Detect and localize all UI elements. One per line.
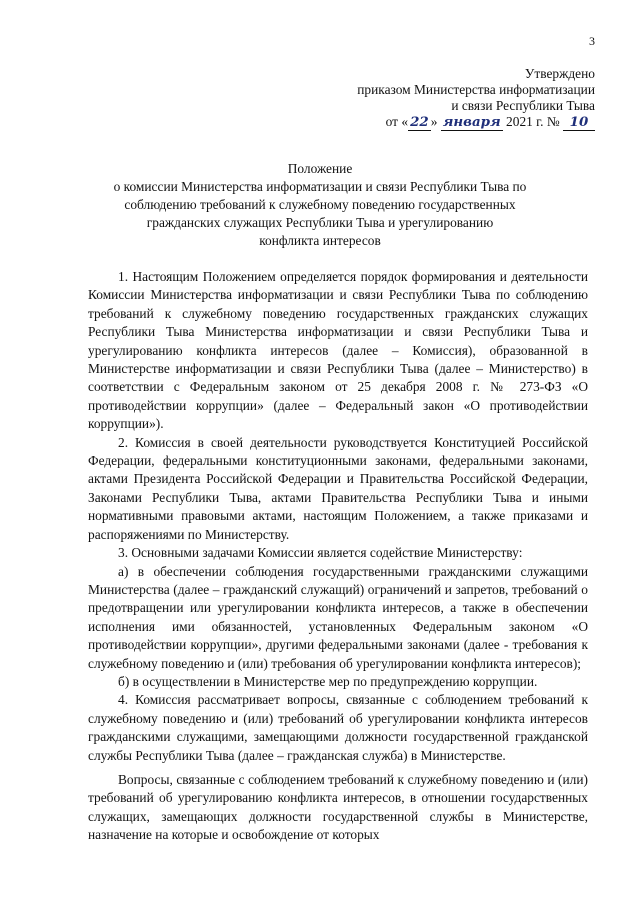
document-title bbox=[60, 160, 580, 250]
title-line-2: о комиссии Министерства информатизации и связи Республики Тыва по bbox=[113, 179, 527, 194]
approval-line-3: и связи Республики Тыва bbox=[451, 98, 595, 113]
order-number: 10 bbox=[563, 114, 595, 131]
approval-line-2: приказом Министерства информатизации bbox=[357, 82, 595, 97]
date-day: 22 bbox=[410, 114, 429, 130]
approval-stamp bbox=[295, 66, 595, 131]
page-number: 3 bbox=[589, 34, 595, 48]
approval-line-1: Утверждено bbox=[524, 66, 595, 81]
title-line-4: гражданских служащих Республики Тыва и урегулированию bbox=[146, 215, 494, 230]
date-month: января bbox=[442, 114, 501, 130]
paragraph-3a: а) в обеспечении соблюдения государственными гражданскими служащими Министерства (далее – гражданский служащий) ограничений и запретов, требований о предотвращении или урегулировании конфликта интересов, а также в обеспечении исполнения ими обязанностей, установленных Федеральным законом «О противодействии коррупции», другими федеральными законами (далее - требования к служебному поведению и (или) требования об урегулировании конфликта интересов); bbox=[88, 563, 588, 671]
date-day-close: » bbox=[430, 114, 438, 129]
paragraph-4: 4. Комиссия рассматривает вопросы, связанные с соблюдением требований к служебному поведению и (или) требований об урегулировании конфликта интересов гражданскими служащими, замещающими должности государственной гражданской службы Республики Тыва (далее – гражданская служба) в Министерстве. bbox=[88, 692, 588, 763]
paragraph-3b: б) в осуществлении в Министерстве мер по предупреждению коррупции. bbox=[118, 673, 538, 689]
paragraph-5: Вопросы, связанные с соблюдением требований к служебному поведению и (или) требований об урегулированию конфликта интересов, в отношении государственных служащих, замещающих должности государственной службы в Министерстве, назначение на которые и освобождение от которых bbox=[88, 771, 588, 843]
document-body bbox=[88, 268, 588, 845]
paragraph-2: 2. Комиссия в своей деятельности руководствуется Конституцией Российской Федерации, федеральными конституционными законами, федеральными законами, актами Президента Российской Федерации и Правительства Российской Федерации, Законами Республики Тыва, актами Правительства Республики Тыва и иными нормативными правовыми актами, настоящим Положением, а также приказами и распоряжениями по Министерству. bbox=[88, 434, 588, 542]
title-line-1: Положение bbox=[287, 161, 353, 176]
date-year: 2021 г. № bbox=[506, 114, 560, 129]
title-line-5: конфликта интересов bbox=[259, 233, 381, 248]
title-line-3: соблюдению требований к служебному поведению государственных bbox=[124, 197, 516, 212]
date-prefix: от « bbox=[385, 114, 409, 129]
paragraph-3: 3. Основными задачами Комиссии является содействие Министерству: bbox=[118, 545, 523, 561]
approval-date-line bbox=[295, 114, 595, 131]
paragraph-1: 1. Настоящим Положением определяется порядок формирования и деятельности Комиссии Министерства информатизации и связи Республики Тыва по соблюдению требований к служебному поведению государственных гражданских служащих Республики Тыва Министерства информатизации и связи Республики Тыва и урегулированию конфликта интересов (далее – Комиссия), образованной в Министерстве информатизации и связи Республики Тыва (далее – Министерство) в соответствии с Федеральным законом от 25 декабря 2008 г. № 273-ФЗ «О противодействии коррупции» (далее – Федеральный закон «О противодействии коррупции»). bbox=[88, 269, 588, 432]
